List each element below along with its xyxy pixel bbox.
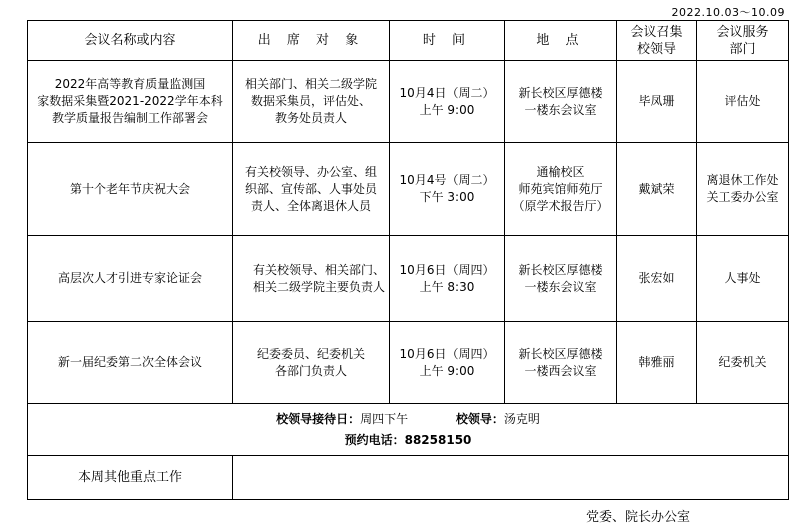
meeting-convener: 韩雅丽: [617, 322, 697, 404]
reception-day-label: 校领导接待日：: [276, 411, 361, 426]
table-row: [28, 322, 789, 404]
table-row: [28, 143, 789, 236]
reception-phone-label: 预约电话：: [344, 432, 405, 447]
meeting-service: 离退休工作处 关工委办公室: [697, 143, 789, 236]
meeting-attendees: 相关部门、相关二级学院 数据采集员，评估处、 教务处员责人: [233, 61, 390, 143]
meeting-attendees: 有关校领导、相关部门、 相关二级学院主要负责人: [233, 236, 390, 322]
footer-office: 党委、院长办公室: [586, 510, 691, 525]
reception-phone-value: 88258150: [404, 432, 472, 447]
meeting-name: 2022年高等教育质量监测国 家数据采集暨2021-2022学年本科 教学质量报告编制工作部署会: [28, 61, 233, 143]
meeting-attendees: 有关校领导、办公室、组 织部、宣传部、人事处员 责人、全体离退休人员: [233, 143, 390, 236]
meeting-place: 新长校区厚德楼 一楼西会议室: [505, 322, 617, 404]
other-work-row: [28, 456, 789, 500]
meeting-convener: 戴斌荣: [617, 143, 697, 236]
meeting-service: 评估处: [697, 61, 789, 143]
table-row: [28, 61, 789, 143]
meeting-place: 通榆校区 师苑宾馆师苑厅 （原学术报告厅）: [505, 143, 617, 236]
meeting-name: 第十个老年节庆祝大会: [28, 143, 233, 236]
other-work-label: 本周其他重点工作: [28, 456, 233, 500]
header-place: 地 点: [505, 21, 617, 61]
meeting-service: 人事处: [697, 236, 789, 322]
meeting-service: 纪委机关: [697, 322, 789, 404]
reception-leader-value: 汤克明: [503, 411, 540, 426]
meeting-convener: 毕凤珊: [617, 61, 697, 143]
meeting-name: 高层次人才引进专家论证会: [28, 236, 233, 322]
header-attendees: 出 席 对 象: [233, 21, 390, 61]
reception-phone-line: [32, 432, 784, 449]
meeting-time: 10月6日（周四） 上午 8:30: [390, 236, 505, 322]
header-row: [28, 21, 789, 61]
reception-cell: [28, 404, 789, 456]
meeting-place: 新长校区厚德楼 一楼东会议室: [505, 236, 617, 322]
reception-day-value: 周四下午: [360, 411, 409, 426]
meeting-convener: 张宏如: [617, 236, 697, 322]
header-service: 会议服务 部门: [697, 21, 789, 61]
header-convener: 会议召集 校领导: [617, 21, 697, 61]
meeting-place: 新长校区厚德楼 一楼东会议室: [505, 61, 617, 143]
reception-leader-label: 校领导：: [455, 411, 504, 426]
meeting-time: 10月6日（周四） 上午 9:00: [390, 322, 505, 404]
other-work-content: [233, 456, 789, 500]
header-time: 时 间: [390, 21, 505, 61]
reception-row: [28, 404, 789, 456]
header-name: 会议名称或内容: [28, 21, 233, 61]
meeting-schedule-table: [27, 20, 789, 500]
meeting-time: 10月4日（周二） 上午 9:00: [390, 61, 505, 143]
meeting-attendees: 纪委委员、纪委机关 各部门负责人: [233, 322, 390, 404]
reception-day-line: [32, 411, 784, 428]
table-row: [28, 236, 789, 322]
meeting-time: 10月4号（周二） 下午 3:00: [390, 143, 505, 236]
date-range: 2022.10.03～10.09: [671, 6, 785, 19]
meeting-name: 新一届纪委第二次全体会议: [28, 322, 233, 404]
